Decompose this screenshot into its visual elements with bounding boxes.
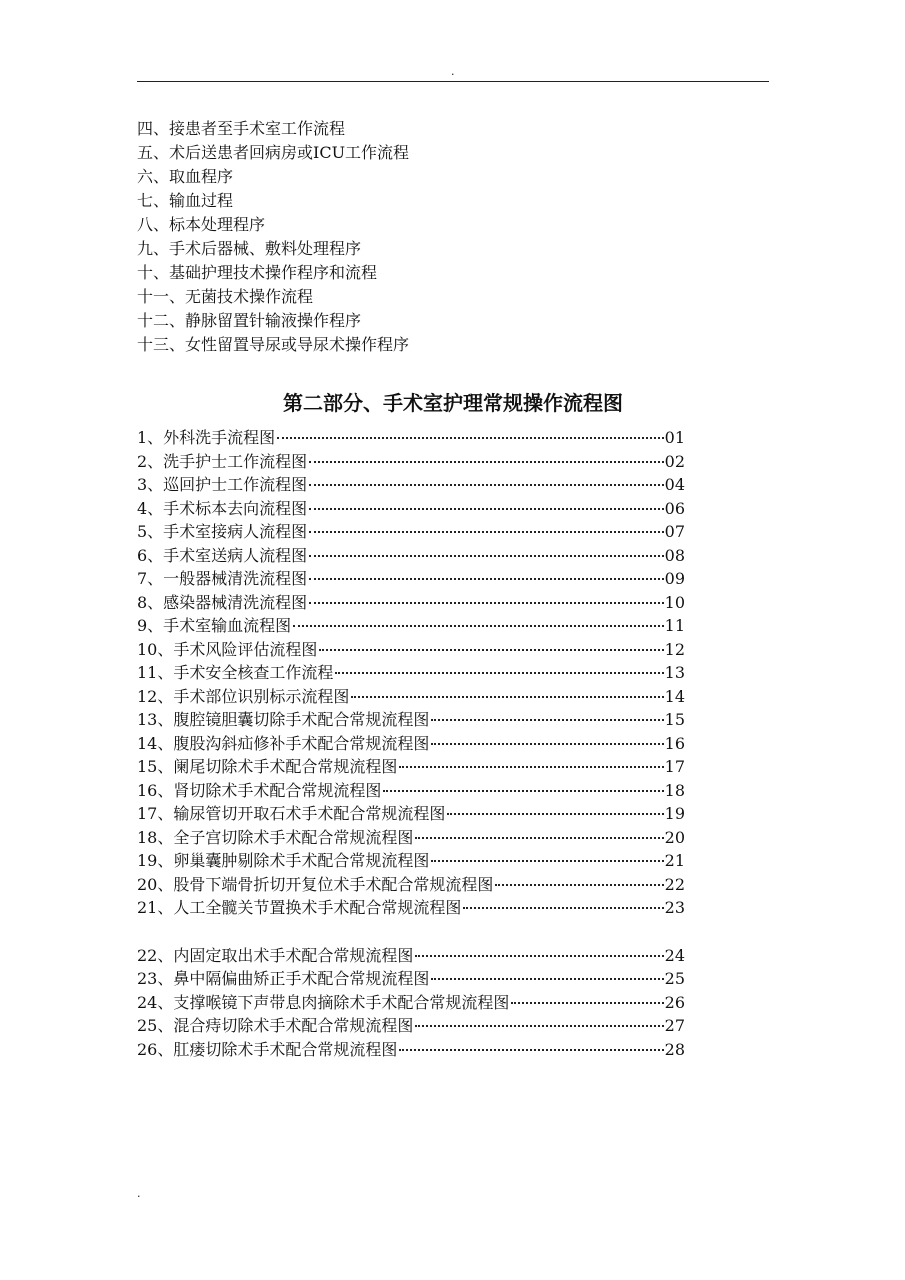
list-item: 十三、女性留置导尿或导尿术操作程序 [137, 335, 410, 354]
toc-entry-label: 11、手术安全核查工作流程 [137, 663, 334, 682]
toc-entry [137, 426, 685, 450]
toc-entry-label: 5、手术室接病人流程图 [137, 522, 308, 541]
list-item: 八、标本处理程序 [137, 215, 266, 234]
toc-entry-page: 19 [664, 804, 685, 823]
toc-entry-label: 21、人工全髋关节置换术手术配合常规流程图 [137, 898, 462, 917]
list-item: 十、基础护理技术操作程序和流程 [137, 263, 378, 282]
dot-leader [399, 766, 663, 768]
toc-entry-label: 12、手术部位识别标示流程图 [137, 686, 350, 706]
dot-leader [495, 884, 663, 886]
dot-leader [415, 955, 663, 957]
toc-entry [137, 944, 685, 968]
toc-entry-label: 10、手术风险评估流程图 [137, 639, 318, 659]
toc-entry-page: 11 [664, 616, 685, 635]
dot-leader [431, 743, 663, 745]
toc-entry-page: 16 [664, 733, 685, 753]
toc-entry [137, 779, 685, 803]
toc-entry-page: 15 [664, 710, 685, 729]
toc-entry-page: 01 [664, 428, 685, 447]
toc-entry-page: 08 [664, 545, 685, 565]
header-rule [137, 81, 769, 82]
toc-entry [137, 450, 685, 474]
header-mark: . [451, 65, 455, 78]
toc-entry-label: 20、股骨下端骨折切开复位术手术配合常规流程图 [137, 874, 494, 894]
dot-leader [431, 719, 663, 721]
toc-entry-label: 14、腹股沟斜疝修补手术配合常规流程图 [137, 733, 430, 753]
dot-leader [463, 907, 663, 909]
toc-entry-label: 15、阑尾切除术手术配合常规流程图 [137, 757, 398, 776]
dot-leader [415, 1025, 663, 1027]
list-item: 五、术后送患者回病房或ICU工作流程 [137, 143, 410, 162]
toc-entry [137, 826, 685, 850]
dot-leader [335, 672, 663, 674]
toc-entry-page: 26 [664, 992, 685, 1012]
toc-entry-page: 28 [664, 1039, 685, 1059]
toc-entry-label: 24、支撑喉镜下声带息肉摘除术手术配合常规流程图 [137, 992, 510, 1012]
dot-leader [309, 508, 663, 510]
toc-entry-label: 1、外科洗手流程图 [137, 428, 276, 447]
dot-leader [511, 1002, 663, 1004]
toc-entry-label: 9、手术室输血流程图 [137, 616, 292, 635]
toc-entry [137, 544, 685, 568]
toc-entry-label: 6、手术室送病人流程图 [137, 545, 308, 565]
dot-leader [383, 790, 663, 792]
dot-leader [309, 602, 663, 604]
toc-entry-page: 14 [664, 686, 685, 706]
dot-leader [309, 484, 663, 486]
toc-entry [137, 685, 685, 709]
toc-entry-page: 17 [664, 757, 685, 776]
toc-entry [137, 661, 685, 685]
toc-entry-page: 10 [664, 592, 685, 612]
toc-entry-label: 7、一般器械清洗流程图 [137, 569, 308, 588]
toc-entry-label: 17、输尿管切开取石术手术配合常规流程图 [137, 804, 446, 823]
toc-entry [137, 849, 685, 873]
toc-entry [137, 1038, 685, 1062]
list-item: 七、输血过程 [137, 191, 234, 210]
toc-entry [137, 638, 685, 662]
dot-leader [293, 625, 663, 627]
dot-leader [415, 837, 663, 839]
toc-entry-page: 25 [664, 969, 685, 988]
toc-entry [137, 755, 685, 779]
toc-entry [137, 567, 685, 591]
dot-leader [309, 531, 663, 533]
toc-entry-label: 13、腹腔镜胆囊切除手术配合常规流程图 [137, 710, 430, 729]
list-item: 六、取血程序 [137, 167, 234, 186]
toc-entry-page: 07 [664, 522, 685, 541]
list-item: 四、接患者至手术室工作流程 [137, 119, 346, 138]
toc-entry-label: 26、肛瘘切除术手术配合常规流程图 [137, 1039, 398, 1059]
toc-entry [137, 732, 685, 756]
toc-entry-page: 18 [664, 780, 685, 800]
toc-entry [137, 614, 685, 638]
dot-leader [309, 555, 663, 557]
toc-entry-label: 3、巡回护士工作流程图 [137, 475, 308, 494]
footer-mark: . [137, 1187, 141, 1200]
toc-entry [137, 802, 685, 826]
dot-leader [351, 696, 663, 698]
toc-entry-page: 21 [664, 851, 685, 870]
toc-entry [137, 520, 685, 544]
toc-entry-label: 2、洗手护士工作流程图 [137, 451, 308, 471]
toc-entry-label: 16、肾切除术手术配合常规流程图 [137, 780, 382, 800]
dot-leader [399, 1049, 663, 1051]
toc-entry-label: 18、全子宫切除术手术配合常规流程图 [137, 827, 414, 847]
list-item: 十一、无菌技术操作流程 [137, 287, 314, 306]
dot-leader [309, 461, 663, 463]
toc-entry-page: 02 [664, 451, 685, 471]
part-one-list [137, 117, 409, 357]
toc-entry-page: 06 [664, 498, 685, 518]
dot-leader [319, 649, 663, 651]
toc-entry-label: 25、混合痔切除术手术配合常规流程图 [137, 1016, 414, 1035]
toc-entry-label: 23、鼻中隔偏曲矫正手术配合常规流程图 [137, 969, 430, 988]
toc-entry [137, 1014, 685, 1038]
toc-entry-page: 12 [664, 639, 685, 659]
toc-entry-page: 13 [664, 663, 685, 682]
toc-entry [137, 967, 685, 991]
toc-entry-page: 27 [664, 1016, 685, 1035]
toc-entry [137, 991, 685, 1015]
section-title: 第二部分、手术室护理常规操作流程图 [283, 391, 623, 415]
toc-entry [137, 497, 685, 521]
toc-entry-label: 22、内固定取出术手术配合常规流程图 [137, 945, 414, 965]
list-item: 九、手术后器械、敷料处理程序 [137, 239, 362, 258]
dot-leader [309, 578, 663, 580]
toc-entry-page: 04 [664, 475, 685, 494]
toc-entry-page: 24 [664, 945, 685, 965]
dot-leader [431, 978, 663, 980]
toc-entry [137, 591, 685, 615]
dot-leader [431, 860, 663, 862]
toc-entry-label: 8、感染器械清洗流程图 [137, 592, 308, 612]
toc-entry-page: 09 [664, 569, 685, 588]
list-item: 十二、静脉留置针输液操作程序 [137, 311, 362, 330]
toc-entry [137, 896, 685, 920]
toc-entry-label: 4、手术标本去向流程图 [137, 498, 308, 518]
toc-entry [137, 873, 685, 897]
dot-leader [447, 813, 663, 815]
toc-entry [137, 708, 685, 732]
table-of-contents [137, 426, 685, 1061]
toc-entry [137, 473, 685, 497]
dot-leader [277, 437, 663, 439]
toc-entry-page: 23 [664, 898, 685, 917]
toc-entry-page: 20 [664, 827, 685, 847]
toc-entry-label: 19、卵巢囊肿剔除术手术配合常规流程图 [137, 851, 430, 870]
toc-entry-page: 22 [664, 874, 685, 894]
